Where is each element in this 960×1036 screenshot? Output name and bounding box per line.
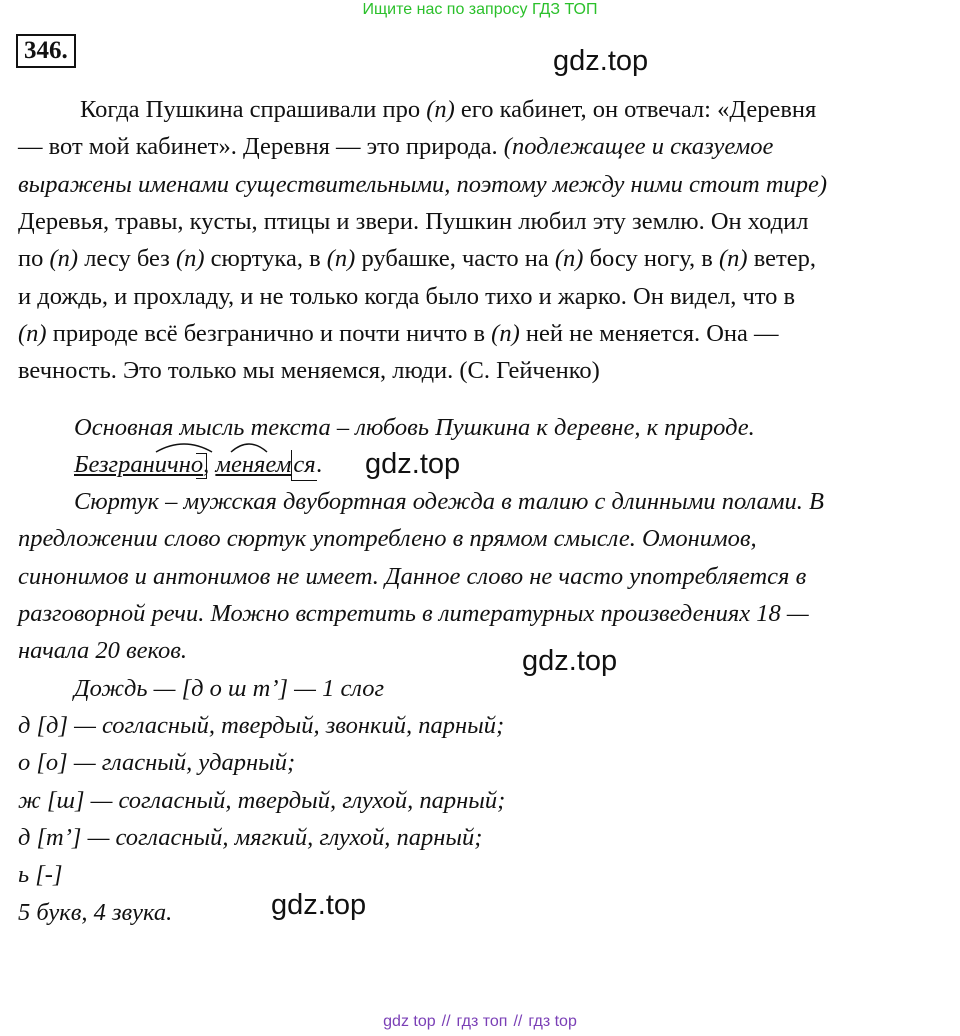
text-line-3: выражены именами существительными, поэтому между ними стоит тире) (18, 171, 828, 198)
phonetic-line-2: д [д] — согласный, твердый, звонкий, парный; (18, 712, 505, 739)
text-line-5: по (п) лесу без (п) сюртука, в (п) рубашке, часто на (п) босу ногу, в (п) ветер, (18, 245, 816, 272)
morph-word-1: Безгранично (74, 450, 203, 480)
surtuk-line-2: предложении слово сюртук употреблено в прямом смысле. Омонимов, (18, 525, 757, 552)
surtuk-line-3: синонимов и антонимов не имеет. Данное слово не часто употребляется в (18, 563, 807, 590)
phonetic-line-3: о [о] — гласный, ударный; (18, 749, 296, 776)
watermark: gdz.top (365, 448, 461, 480)
text-line-1: Когда Пушкина спрашивали про (п) его кабинет, он отвечал: «Деревня (80, 96, 817, 123)
watermark: gdz.top (522, 645, 618, 677)
text-line-7: (п) природе всё безгранично и почти ничто в (п) ней не меняется. Она — (18, 320, 779, 347)
exercise-number-dot: . (61, 37, 68, 64)
phonetic-line-5: д [т’] — согласный, мягкий, глухой, парный; (18, 824, 483, 851)
footer-link-2[interactable]: гдз топ (456, 1013, 508, 1030)
footer-separator: // (441, 1013, 451, 1030)
phonetic-line-1: Дождь — [д о ш т’] — 1 слог (74, 675, 385, 702)
phonetic-line-6: ь [-] (18, 861, 63, 888)
surtuk-line-1: Сюртук – мужская двубортная одежда в талию с длинными полами. В (74, 488, 824, 515)
text-line-2: — вот мой кабинет». Деревня — это природа. (подлежащее и сказуемое (18, 133, 774, 160)
footer-separator: // (513, 1013, 523, 1030)
morphemic-analysis: Безгранично , меняем ся. (74, 450, 323, 481)
surtuk-line-5: начала 20 веков. (18, 637, 188, 664)
text-line-4: Деревья, травы, кусты, птицы и звери. Пушкин любил эту землю. Он ходил (18, 208, 809, 235)
phonetic-line-7: 5 букв, 4 звука. (18, 899, 173, 926)
text-line-8: вечность. Это только мы меняемся, люди. (С. Гейченко) (18, 357, 600, 384)
text-line-6: и дождь, и прохладу, и не только когда было тихо и жарко. Он видел, что в (18, 283, 796, 310)
footer (0, 1013, 960, 1031)
footer-link-3[interactable]: гдз top (528, 1013, 577, 1030)
surtuk-line-4: разговорной речи. Можно встретить в литературных произведениях 18 — (18, 600, 809, 627)
watermark: gdz.top (271, 889, 367, 921)
morph-word-2: меняем ся (215, 450, 316, 481)
watermark: gdz.top (553, 45, 649, 77)
root-arc-icon (229, 440, 269, 454)
exercise-number-box (16, 34, 76, 68)
main-idea: Основная мысль текста – любовь Пушкина к деревне, к природе. (74, 414, 755, 441)
phonetic-line-4: ж [ш] — согласный, твердый, глухой, парный; (18, 787, 506, 814)
root-arc-icon (154, 440, 214, 454)
footer-link-1[interactable]: gdz top (383, 1013, 436, 1030)
top-banner: Ищите нас по запросу ГДЗ ТОП (362, 1, 598, 18)
exercise-number: 346 (24, 37, 62, 64)
